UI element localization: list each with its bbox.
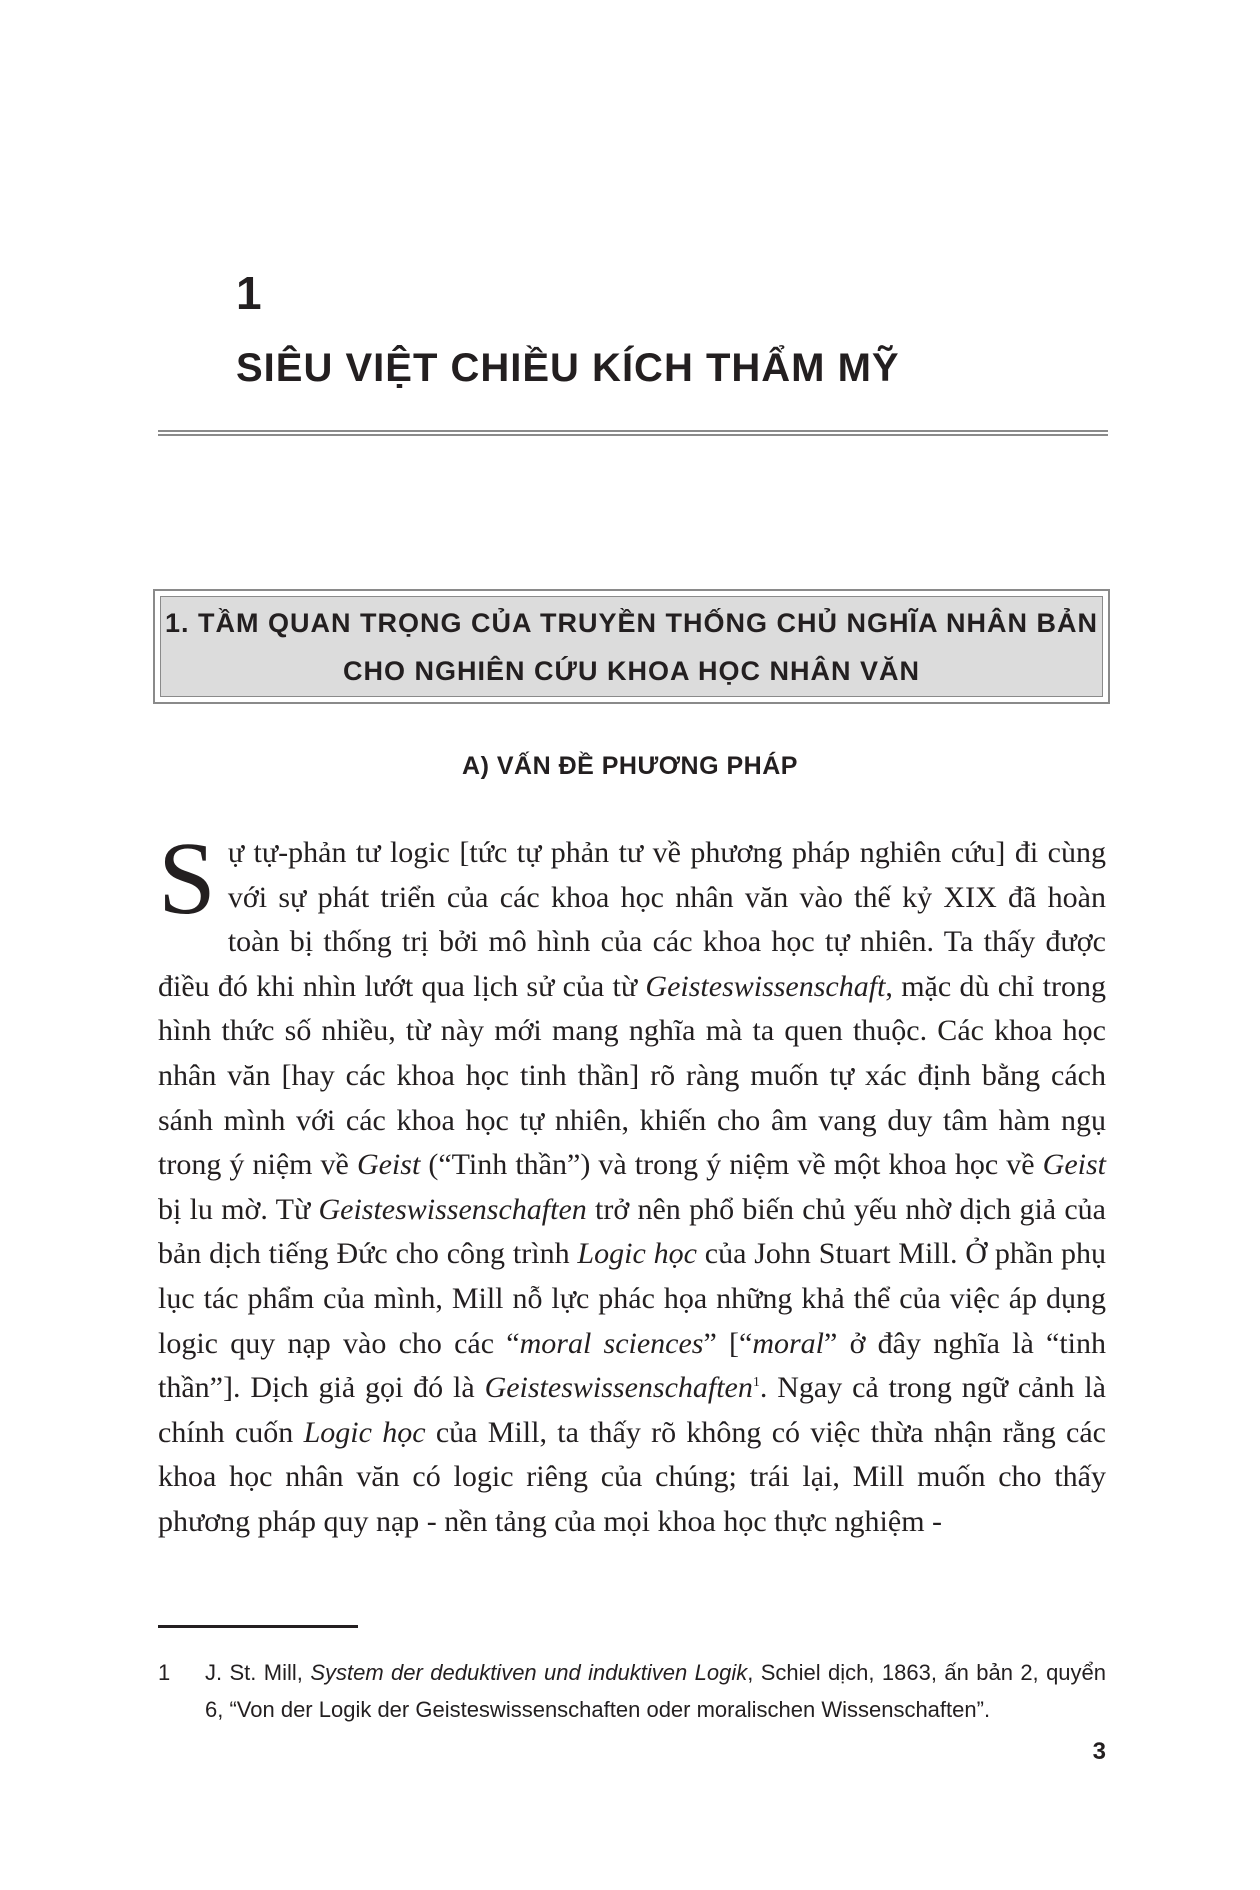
section-heading-panel [160,596,1103,697]
italic-term: Geisteswissenschaften [484,1371,753,1405]
section-heading-box [153,589,1110,704]
footnote [158,1654,1106,1728]
body-text-run: ” ở đây nghĩa là “tinh thần”]. Dịch giả gọi đó là [158,1326,1106,1405]
body-text-run: (“Tinh thần”) và trong ý niệm về một khoa học về [420,1148,1043,1182]
chapter-title: SIÊU VIỆT CHIỀU KÍCH THẨM MỸ [236,346,900,390]
body-text-run: của Mill, ta thấy rõ không có việc thừa nhận rằng các khoa học nhân văn có logic riêng của chúng; trái lại, Mill muốn cho thấy phương pháp quy nạp - nền tảng của mọi khoa học thực nghiệm - [158,1415,1106,1538]
body-text-run: ự tự-phản tư logic [tức tự phản tư về phương pháp nghiên cứu] đi cùng với sự phát triển của các khoa học nhân văn vào thế kỷ XIX đã hoàn toàn bị thống trị bởi mô hình của các khoa học tự nhiên. Ta thấy được điều đó khi nhìn lướt qua lịch sử của từ [158,836,1106,1003]
body-text-run: ” [“ [703,1326,753,1360]
italic-term: moral sciences [519,1326,704,1360]
italic-term: moral [752,1326,825,1360]
footnote-divider [158,1625,358,1628]
italic-term: Logic học [303,1415,426,1449]
footnote-text-run: , Schiel dịch, 1863, ấn bản 2, quyển 6, “Von der Logik der Geisteswissenschaften oder moralischen Wissenschaften”. [205,1660,1107,1722]
footnote-text-run: J. St. Mill, [205,1660,311,1685]
body-text-run: . Ngay cả trong ngữ cảnh là chính cuốn [158,1371,1106,1449]
body-text-run: trở nên phổ biến chủ yếu nhờ dịch giả của bản dịch tiếng Đức cho công trình [158,1192,1106,1271]
subsection-title: A) VẤN ĐỀ PHƯƠNG PHÁP [462,752,798,780]
section-heading-line-1: 1. TẦM QUAN TRỌNG CỦA TRUYỀN THỐNG CHỦ NGHĨA NHÂN BẢN [165,607,1098,638]
footnote-text [205,1654,1106,1728]
italic-term: Geisteswissenschaft [645,969,886,1003]
body-text-run: , mặc dù chỉ trong hình thức số nhiều, từ này mới mang nghĩa mà ta quen thuộc. Các khoa học nhân văn [hay các khoa học tinh thần] rõ ràng muốn tự xác định bằng cách sánh mình với các khoa học tự nhiên, khiến cho âm vang duy tâm hàm ngụ trong ý niệm về [158,969,1106,1182]
body-text-run: của John Stuart Mill. Ở phần phụ lục tác phẩm của mình, Mill nỗ lực phác họa những khả thể của việc áp dụng logic quy nạp vào cho các “ [158,1237,1106,1360]
italic-term: Geist [1042,1148,1106,1182]
italic-term: Geist [356,1148,421,1182]
page-number: 3 [1092,1738,1106,1765]
body-text-run: bị lu mờ. Từ [158,1192,319,1226]
drop-cap: S [158,821,216,936]
italic-term: Logic học [577,1237,697,1271]
body-paragraph [158,821,1106,1545]
footnote-reference[interactable]: 1 [752,1375,760,1391]
section-heading-line-2: CHO NGHIÊN CỨU KHOA HỌC NHÂN VĂN [343,655,920,686]
italic-term: Geisteswissenschaften [318,1192,587,1226]
chapter-number: 1 [236,267,262,319]
chapter-divider [158,430,1108,436]
footnote-number: 1 [158,1660,171,1685]
footnote-italic-title: System der deduktiven und induktiven Logik [310,1660,748,1685]
